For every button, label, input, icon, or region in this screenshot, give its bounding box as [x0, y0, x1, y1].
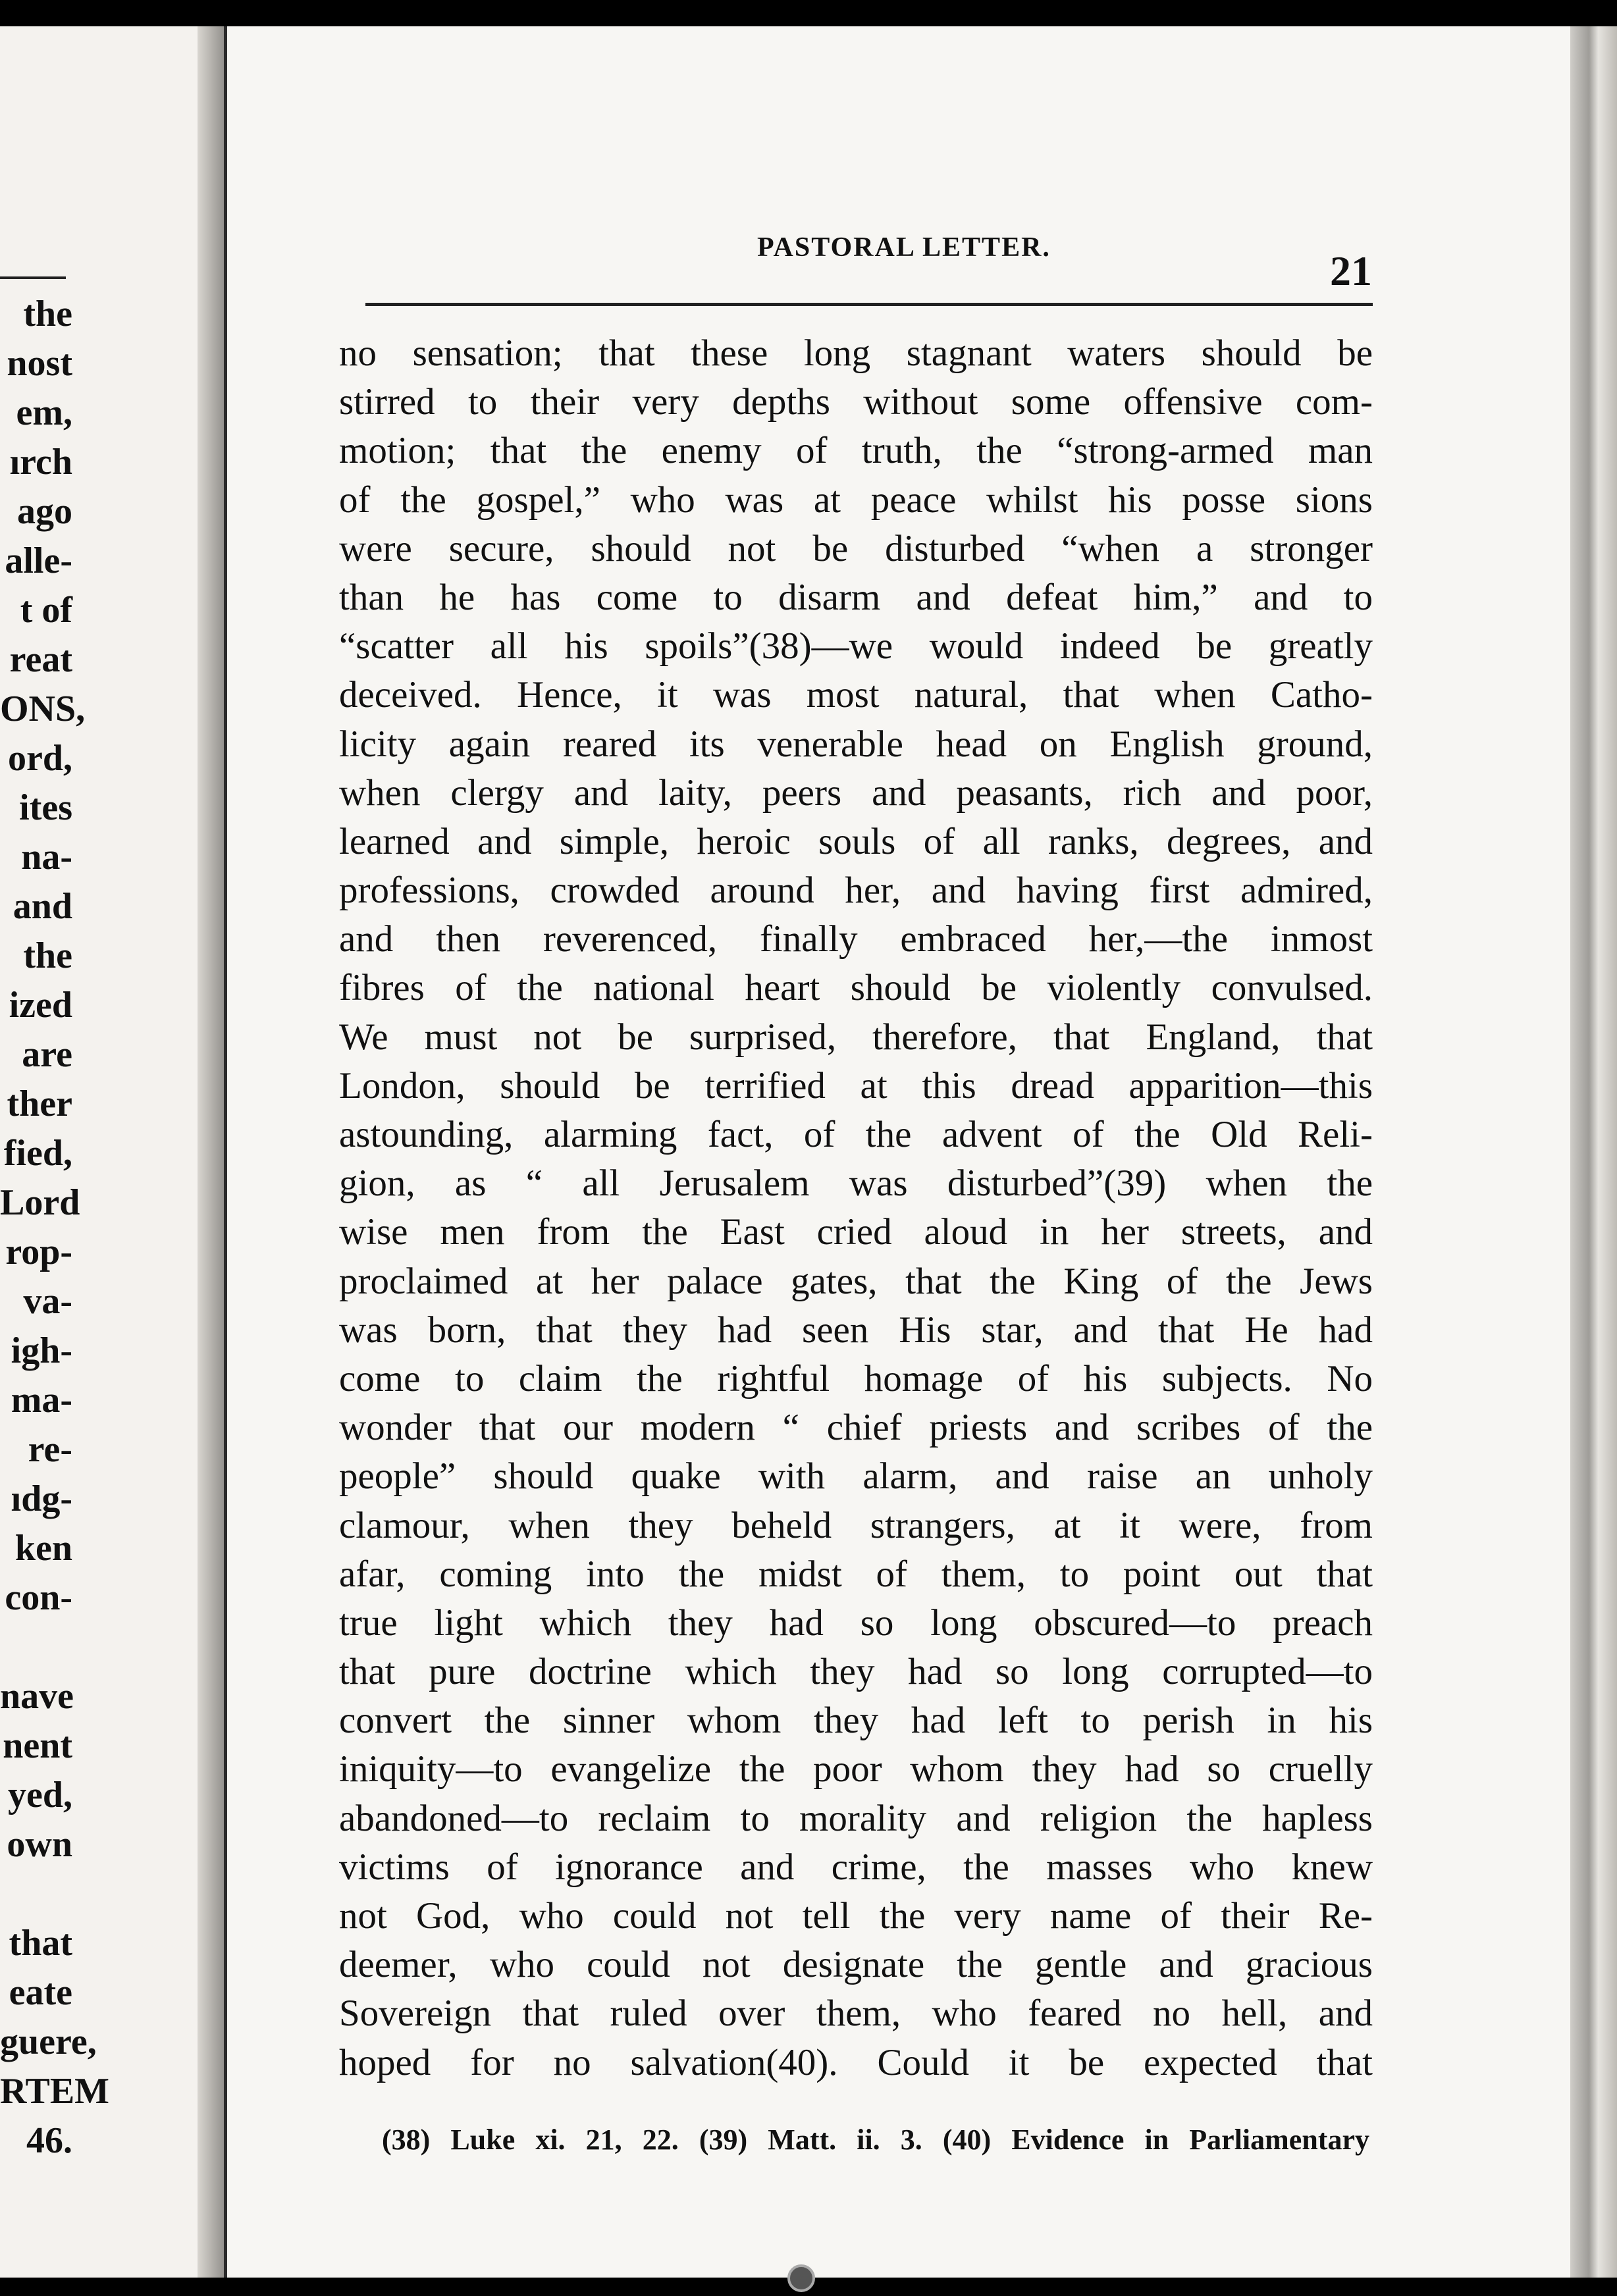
text-line: gion, as “ all Jerusalem was disturbed”(39) when the — [339, 1162, 1373, 1205]
text-line: “scatter all his spoils”(38)—we would indeed be greatly — [339, 625, 1373, 667]
fragment-line: own — [7, 1824, 72, 1865]
fragment-line: t of — [20, 590, 72, 631]
text-line: and then reverenced, finally embraced her,—the inmost — [339, 918, 1373, 960]
text-line: deemer, who could not designate the gentle and gracious — [339, 1944, 1373, 1986]
text-line: learned and simple, heroic souls of all ranks, degrees, and — [339, 820, 1373, 862]
text-line: come to claim the rightful homage of his subjects. No — [339, 1357, 1373, 1399]
text-line: clamour, when they beheld strangers, at it were, from — [339, 1504, 1373, 1546]
fragment-line: ONS, — [0, 689, 86, 729]
text-line: of the gospel,” who was at peace whilst his posse sions — [339, 479, 1373, 521]
previous-page-text — [0, 290, 110, 2166]
previous-page-rule — [0, 276, 66, 279]
fragment-line: the — [23, 294, 72, 334]
text-line: deceived. Hence, it was most natural, that when Catho- — [339, 674, 1373, 716]
fragment-line: ken — [14, 1528, 72, 1569]
text-line: people” should quake with alarm, and raise an unholy — [339, 1455, 1373, 1498]
page-number: 21 — [1330, 248, 1372, 294]
text-line: London, should be terrified at this dread apparition—this — [339, 1064, 1373, 1107]
fragment-line: ıdg- — [11, 1478, 72, 1519]
footnotes: (38) Luke xi. 21, 22. (39) Matt. ii. 3. (40) Evidence in Parliamentary — [382, 2124, 1369, 2156]
fragment-line: ırch — [9, 442, 72, 483]
fragment-line: nost — [7, 343, 72, 384]
text-line: wise men from the East cried aloud in her streets, and — [339, 1211, 1373, 1253]
fragment-line: 46. — [26, 2120, 72, 2161]
text-line: convert the sinner whom they had left to perish in his — [339, 1700, 1373, 1742]
fragment-line: igh- — [11, 1330, 72, 1371]
text-line: iniquity—to evangelize the poor whom they had so cruelly — [339, 1748, 1373, 1790]
text-line: motion; that the enemy of truth, the “strong-armed man — [339, 430, 1373, 472]
text-line: when clergy and laity, peers and peasants, rich and poor, — [339, 771, 1373, 814]
fragment-line: rop- — [5, 1232, 72, 1272]
running-head: PASTORAL LETTER. — [757, 232, 1051, 263]
text-line: no sensation; that these long stagnant waters should be — [339, 332, 1373, 374]
fragment-line: na- — [21, 837, 72, 877]
fragment-line: con- — [5, 1577, 72, 1618]
page-edges — [1570, 26, 1617, 2278]
text-line: were secure, should not be disturbed “when a stronger — [339, 527, 1373, 569]
fragment-line: ord, — [8, 738, 72, 779]
text-line: abandoned—to reclaim to morality and religion the hapless — [339, 1797, 1373, 1839]
fragment-line: ago — [17, 491, 72, 532]
text-line: afar, coming into the midst of them, to point out that — [339, 1553, 1373, 1595]
fragment-line — [0, 1623, 72, 1672]
text-line: Sovereign that ruled over them, who feared no hell, and — [339, 1993, 1373, 2035]
fragment-line: va- — [23, 1281, 72, 1322]
fragment-line: ma- — [11, 1380, 72, 1421]
fragment-line: guere, — [0, 2022, 97, 2062]
fragment-line: eate — [9, 1972, 72, 2013]
text-line: than he has come to disarm and defeat him,” and to — [339, 576, 1373, 618]
fragment-line — [0, 1869, 72, 1919]
text-line: victims of ignorance and crime, the masses who knew — [339, 1846, 1373, 1888]
fragment-line: yed, — [8, 1775, 72, 1815]
fragment-line: are — [22, 1034, 72, 1075]
fragment-line: ized — [9, 985, 72, 1026]
text-line: wonder that our modern “ chief priests and scribes of the — [339, 1407, 1373, 1449]
fragment-line: RTEM — [0, 2071, 110, 2112]
fragment-line: re- — [28, 1429, 72, 1470]
text-line: licity again reared its venerable head on English ground, — [339, 723, 1373, 765]
fragment-line: that — [9, 1923, 72, 1964]
text-line: proclaimed at her palace gates, that the King of the Jews — [339, 1260, 1373, 1302]
fragment-line: nave — [0, 1676, 74, 1717]
fragment-line: fied, — [3, 1133, 72, 1174]
text-line: hoped for no salvation(40). Could it be expected that — [339, 2041, 1373, 2083]
fragment-line: alle- — [5, 540, 72, 581]
fragment-line: Lord — [0, 1182, 80, 1223]
text-line: was born, that they had seen His star, and that He had — [339, 1309, 1373, 1351]
text-line: not God, who could not tell the very name of their Re- — [339, 1895, 1373, 1937]
page-fold-shadow — [198, 26, 227, 2278]
fragment-line: ites — [19, 787, 72, 828]
text-line: professions, crowded around her, and having first admired, — [339, 870, 1373, 912]
body-text — [339, 329, 1373, 2087]
header-rule — [365, 303, 1373, 306]
fragment-line: nent — [3, 1725, 72, 1766]
text-line: astounding, alarming fact, of the advent of the Old Reli- — [339, 1114, 1373, 1155]
text-line: that pure doctrine which they had so long corrupted—to — [339, 1651, 1373, 1693]
text-line: stirred to their very depths without some offensive com- — [339, 381, 1373, 423]
text-line: We must not be surprised, therefore, that England, that — [339, 1016, 1373, 1058]
fragment-line: ther — [7, 1083, 72, 1124]
scanner-mark — [787, 2264, 815, 2292]
text-line: true light which they had so long obscured—to preach — [339, 1602, 1373, 1644]
fragment-line: em, — [16, 392, 72, 433]
fragment-line: reat — [9, 639, 72, 680]
fragment-line: the — [23, 935, 72, 976]
text-line: fibres of the national heart should be violently convulsed. — [339, 967, 1373, 1009]
fragment-line: and — [13, 886, 72, 927]
